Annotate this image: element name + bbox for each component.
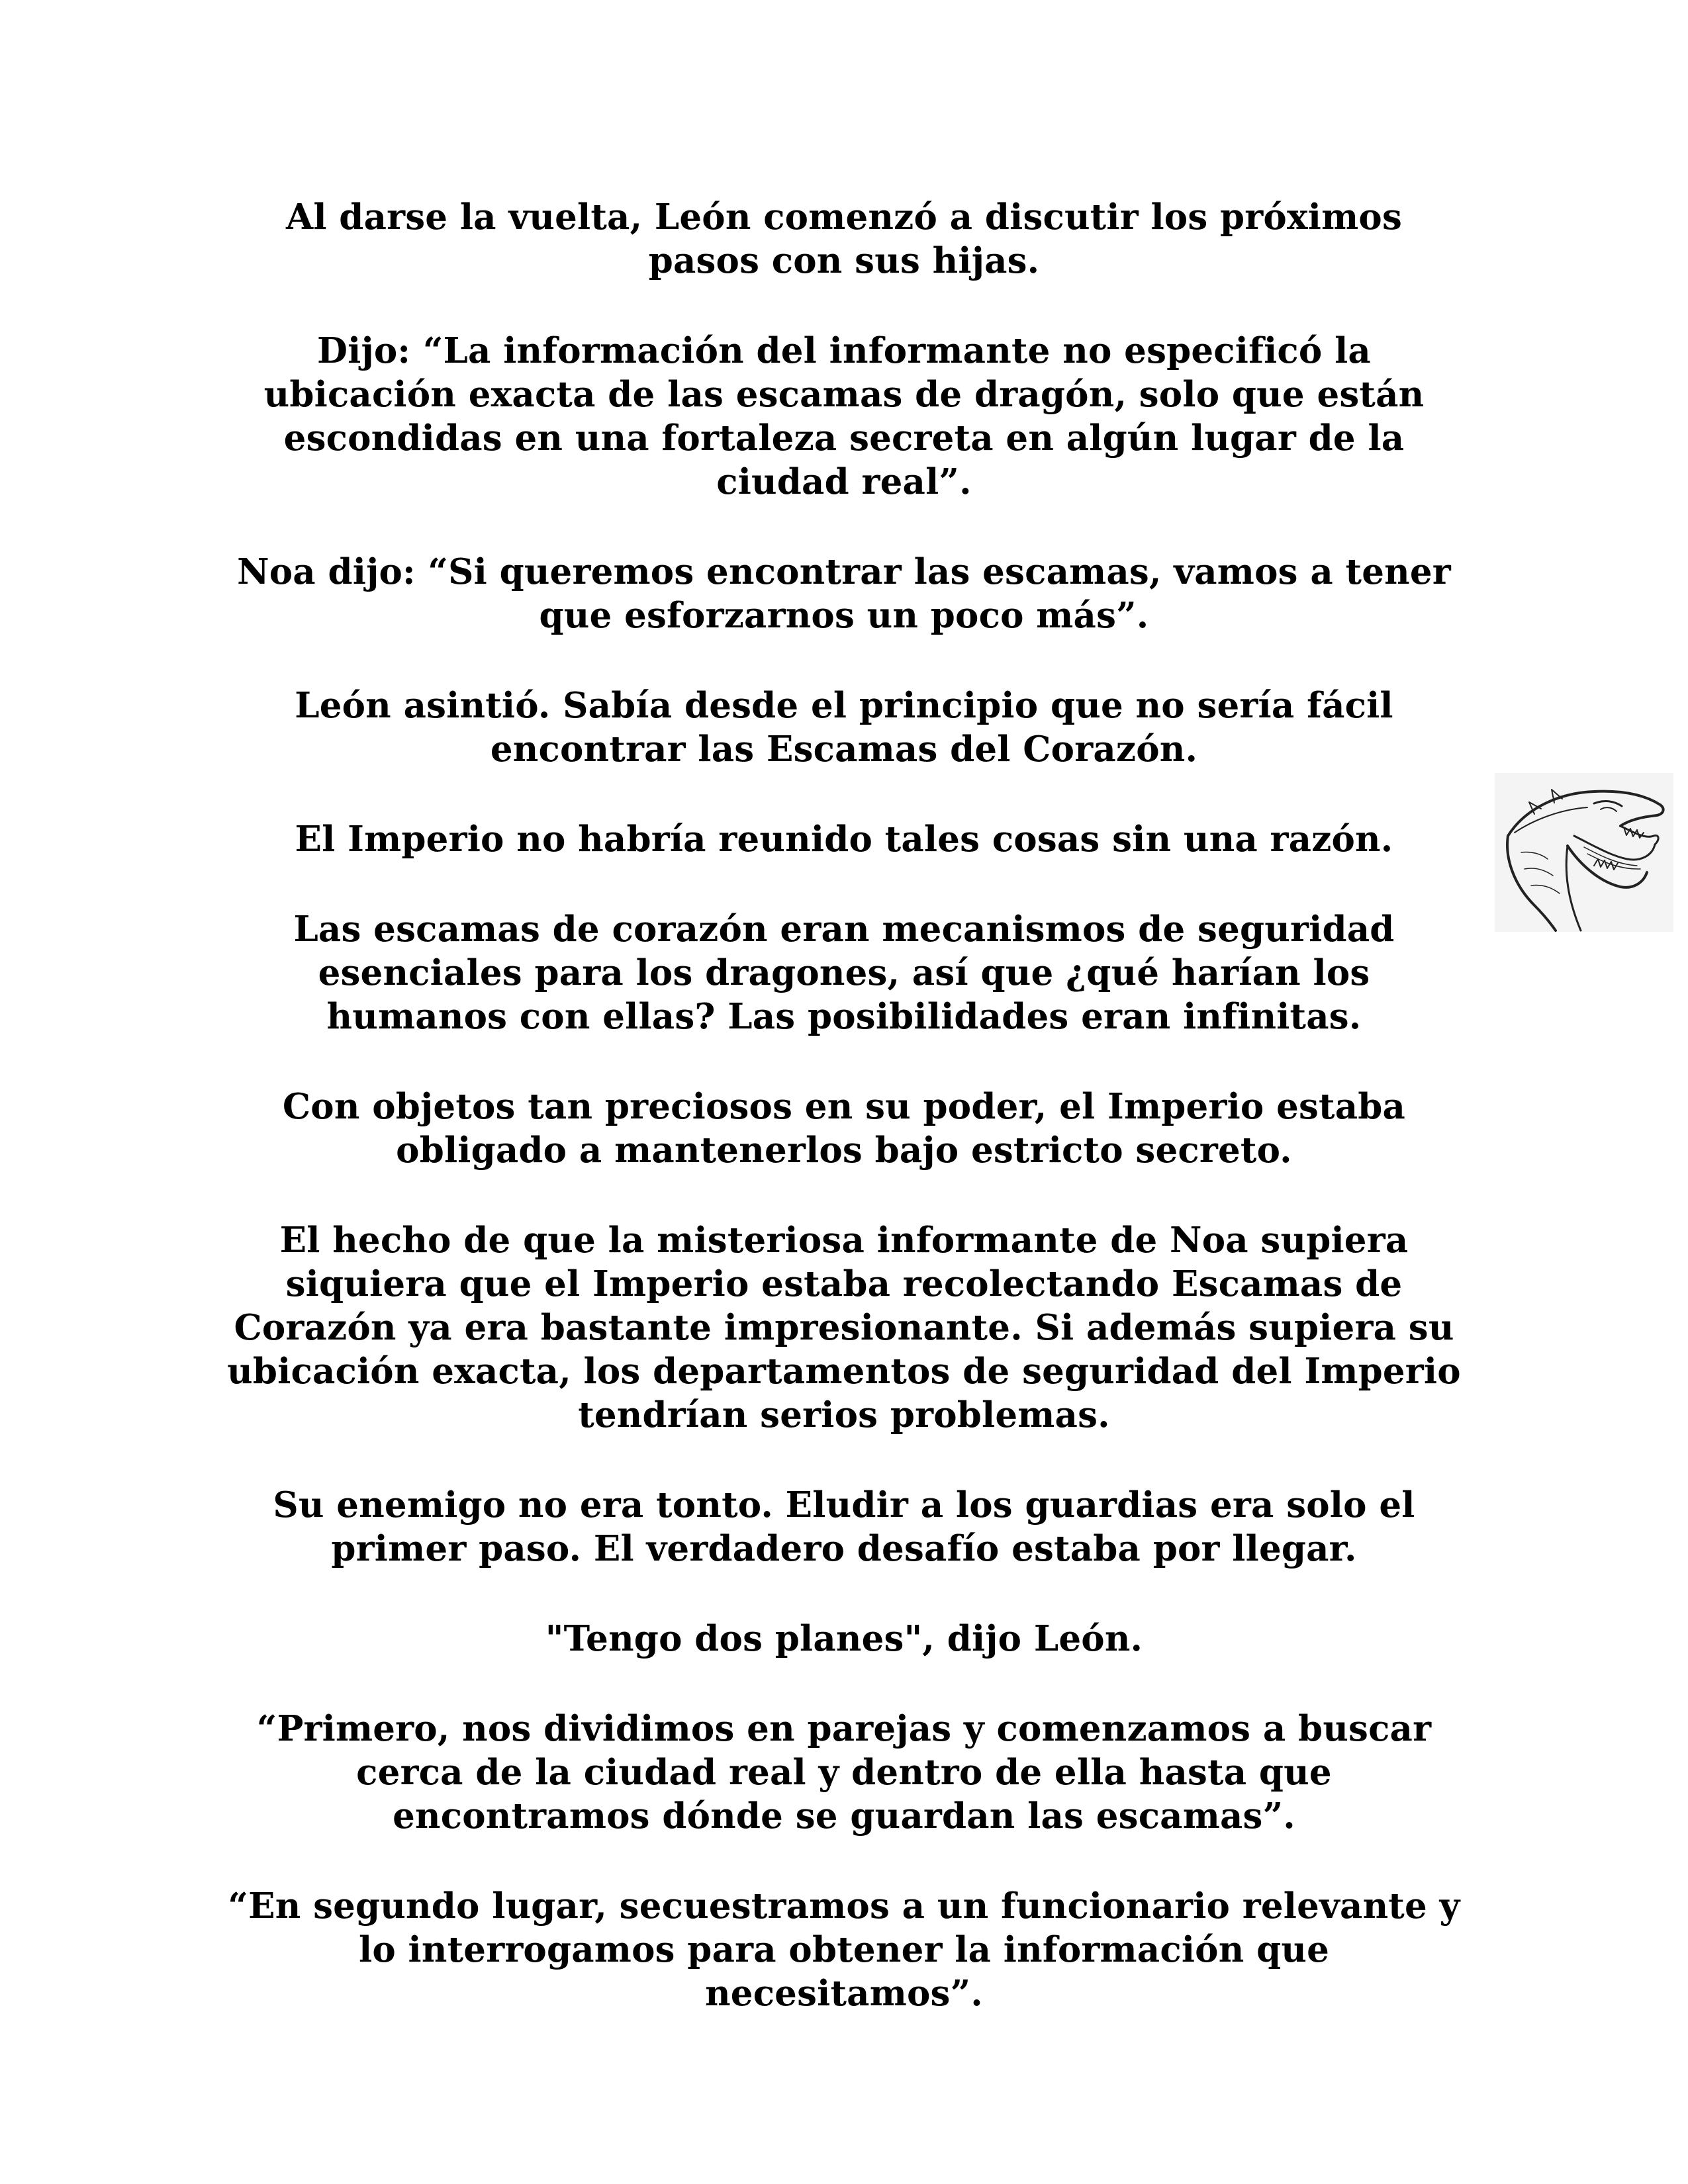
story-text bbox=[225, 195, 1463, 2062]
dragon-head-sketch-icon bbox=[1495, 773, 1673, 932]
paragraph-2: Dijo: “La información del informante no especificó la ubicación exacta de las escamas de dragón, solo que están escondidas en una fortaleza secreta en algún lugar de la ciudad real”. bbox=[263, 330, 1425, 502]
paragraph-3: Noa dijo: “Si queremos encontrar las escamas, vamos a tener que esforzarnos un poco más”. bbox=[237, 551, 1451, 636]
paragraph-4: León asintió. Sabía desde el principio que no sería fácil encontrar las Escamas del Corazón. bbox=[295, 685, 1393, 770]
paragraph-6: Las escamas de corazón eran mecanismos de seguridad esenciales para los dragones, así que ¿qué harían los humanos con ellas? Las posibilidades eran infinitas. bbox=[293, 909, 1395, 1037]
paragraph-9: Su enemigo no era tonto. Eludir a los guardias era solo el primer paso. El verdadero desafío estaba por llegar. bbox=[273, 1484, 1415, 1569]
paragraph-5: El Imperio no habría reunido tales cosas sin una razón. bbox=[295, 819, 1393, 860]
paragraph-10: "Tengo dos planes", dijo León. bbox=[545, 1618, 1143, 1659]
paragraph-1: Al darse la vuelta, León comenzó a discutir los próximos pasos con sus hijas. bbox=[286, 197, 1402, 281]
paragraph-12: “En segundo lugar, secuestramos a un funcionario relevante y lo interrogamos para obtener la información que necesitamos”. bbox=[228, 1886, 1460, 2014]
paragraph-11: “Primero, nos dividimos en parejas y comenzamos a buscar cerca de la ciudad real y dentro de ella hasta que encontramos dónde se guardan las escamas”. bbox=[256, 1708, 1432, 1837]
paragraph-7: Con objetos tan preciosos en su poder, el Imperio estaba obligado a mantenerlos bajo estricto secreto. bbox=[282, 1086, 1406, 1171]
paragraph-8: El hecho de que la misteriosa informante de Noa supiera siquiera que el Imperio estaba recolectando Escamas de Corazón ya era bastante impresionante. Si además supiera su ubicación exacta, los departamentos de seguridad del Imperio tendrían serios problemas. bbox=[227, 1220, 1461, 1435]
